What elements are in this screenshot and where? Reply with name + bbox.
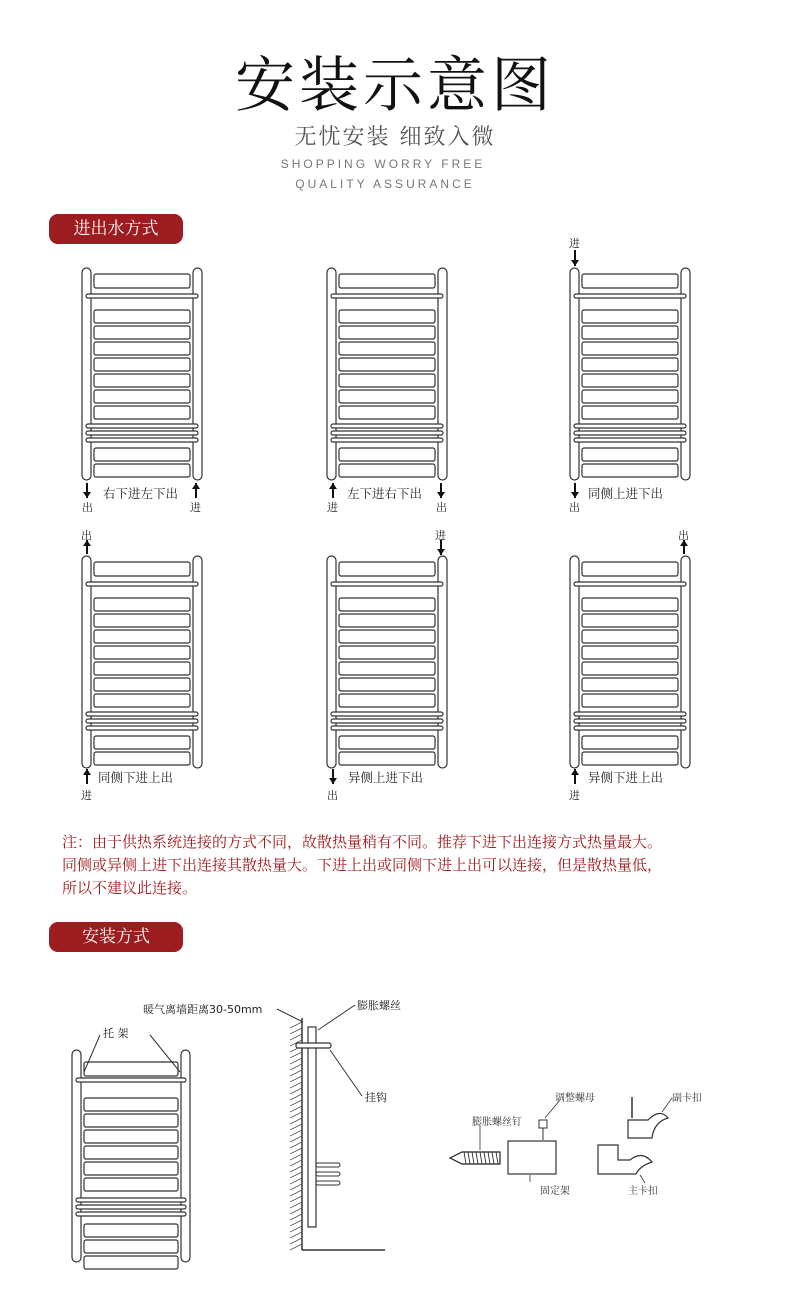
wall-hatch xyxy=(290,1148,302,1154)
wall-hatch xyxy=(290,1124,302,1130)
wall-hatch xyxy=(290,1058,302,1064)
wall-hatch xyxy=(290,1022,302,1028)
rack4-top-label: 出 xyxy=(81,529,92,542)
wall-hatch xyxy=(290,1118,302,1124)
wall-hatch xyxy=(290,1028,302,1034)
install-front-rack xyxy=(72,1050,190,1269)
rack4-bottom-label: 进 xyxy=(81,789,92,802)
main-clip xyxy=(598,1145,652,1174)
rack5-top-label: 进 xyxy=(435,529,446,542)
rack1-right-label: 进 xyxy=(190,501,201,514)
wall-hatch xyxy=(290,1070,302,1076)
rack3-top-label: 进 xyxy=(569,237,580,250)
rack1-caption: 右下进左下出 xyxy=(103,486,179,501)
wall-hatch xyxy=(290,1064,302,1070)
note-line-2: 同侧或异侧上进下出连接其散热量大。下进上出或同侧下进上出可以连接，但是散热量低， xyxy=(62,856,663,874)
wall-hatch xyxy=(290,1034,302,1040)
rack6-bottom-label: 进 xyxy=(569,789,580,802)
main-clip-label: 主卡扣 xyxy=(628,1186,658,1197)
wall-hatch xyxy=(290,1196,302,1202)
anchor-nail-label: 膨胀螺丝钉 xyxy=(472,1117,522,1128)
wall-hatch xyxy=(290,1154,302,1160)
rack3-bottom-label: 出 xyxy=(569,501,580,514)
rack4-caption: 同侧下进上出 xyxy=(98,770,174,785)
arrow-rack1-right-head xyxy=(192,483,200,489)
rack2-caption: 左下进右下出 xyxy=(347,486,423,501)
adjust-nut xyxy=(539,1120,547,1128)
wall-hatch xyxy=(290,1142,302,1148)
wall-hatch xyxy=(290,1100,302,1106)
rack2-left-label: 进 xyxy=(327,501,338,514)
rack6-top-label: 出 xyxy=(678,529,689,542)
page-title: 安装示意图 xyxy=(235,51,555,121)
towel-rack-5 xyxy=(327,556,447,768)
sub-clip-label: 副卡扣 xyxy=(672,1093,702,1104)
hook-label: 挂钩 xyxy=(365,1091,387,1104)
wall-hatch xyxy=(290,1088,302,1094)
towel-rack-6 xyxy=(570,556,690,768)
wall-hatch xyxy=(290,1106,302,1112)
rack1-left-label: 出 xyxy=(82,501,93,514)
wall-hatch xyxy=(290,1166,302,1172)
arrow-rack1-left-head xyxy=(83,492,91,498)
bracket-label: 托 架 xyxy=(103,1027,129,1040)
arrow-rack3-top-head xyxy=(571,260,579,266)
wall-hatch xyxy=(290,1226,302,1232)
wall-hatch xyxy=(290,1172,302,1178)
arrow-rack2-left-head xyxy=(329,483,337,489)
towel-rack-1 xyxy=(82,268,202,480)
arrow-rack3-bottom-head xyxy=(571,492,579,498)
fixed-frame-label: 固定架 xyxy=(540,1186,570,1197)
wall-hatch xyxy=(290,1214,302,1220)
side-rail xyxy=(316,1181,340,1185)
wall-hatch xyxy=(290,1136,302,1142)
wall-hatch xyxy=(290,1208,302,1214)
page-subtitle: 无忧安装 细致入微 xyxy=(294,125,496,150)
rack5-bottom-label: 出 xyxy=(327,789,338,802)
wall-hatch xyxy=(290,1220,302,1226)
sub-clip xyxy=(628,1113,668,1138)
hook-leader xyxy=(330,1050,362,1096)
note-line-3: 所以不建议此连接。 xyxy=(62,879,198,897)
side-rail xyxy=(316,1163,340,1167)
english-tagline-2: QUALITY ASSURANCE xyxy=(295,177,475,191)
wall-hatch xyxy=(290,1130,302,1136)
anchor-bolt-label: 膨胀螺丝 xyxy=(357,999,401,1012)
arrow-rack4-bottom-head xyxy=(83,769,91,775)
rack3-caption: 同侧上进下出 xyxy=(588,486,664,501)
connection-note xyxy=(62,831,762,900)
wall-hatch xyxy=(290,1184,302,1190)
sub-clip-leader xyxy=(662,1098,672,1112)
wall-hatch xyxy=(290,1052,302,1058)
rack5-caption: 异侧上进下出 xyxy=(348,770,424,785)
wall-hatch xyxy=(290,1160,302,1166)
side-rail xyxy=(316,1172,340,1176)
wall-hatch xyxy=(290,1178,302,1184)
wall-hatch xyxy=(290,1244,302,1250)
section-badge-installation: 安装方式 xyxy=(49,922,183,952)
fixed-frame xyxy=(508,1141,556,1174)
wall-hatch xyxy=(290,1202,302,1208)
towel-rack-4 xyxy=(82,556,202,768)
adjust-nut-label: 调整螺母 xyxy=(555,1093,595,1104)
wall-hatch xyxy=(290,1094,302,1100)
wall-distance-label: 暖气离墙距离30-50mm xyxy=(143,1003,263,1016)
anchor-leader xyxy=(318,1005,355,1030)
side-post xyxy=(308,1027,316,1227)
rack6-caption: 异侧下进上出 xyxy=(588,770,664,785)
wall-hatch xyxy=(290,1082,302,1088)
distance-leader xyxy=(277,1009,303,1022)
arrow-rack5-bottom-head xyxy=(329,778,337,784)
towel-rack-3 xyxy=(570,268,690,480)
towel-rack-2 xyxy=(327,268,447,480)
wall-hatch xyxy=(290,1238,302,1244)
note-line-1: 注：由于供热系统连接的方式不同，故散热量稍有不同。推荐下进下出连接方式热量最大。 xyxy=(62,833,663,851)
section-badge-water-connection: 进出水方式 xyxy=(49,214,183,244)
arrow-rack5-top-head xyxy=(437,549,445,555)
wall-hatch xyxy=(290,1076,302,1082)
arrow-rack2-right-head xyxy=(437,492,445,498)
wall-hatch xyxy=(290,1232,302,1238)
english-tagline-1: SHOPPING WORRY FREE xyxy=(280,157,486,171)
side-hook xyxy=(296,1043,331,1048)
arrow-rack6-bottom-head xyxy=(571,769,579,775)
wall-hatch xyxy=(290,1190,302,1196)
rack2-right-label: 出 xyxy=(436,501,447,514)
wall-hatch xyxy=(290,1112,302,1118)
